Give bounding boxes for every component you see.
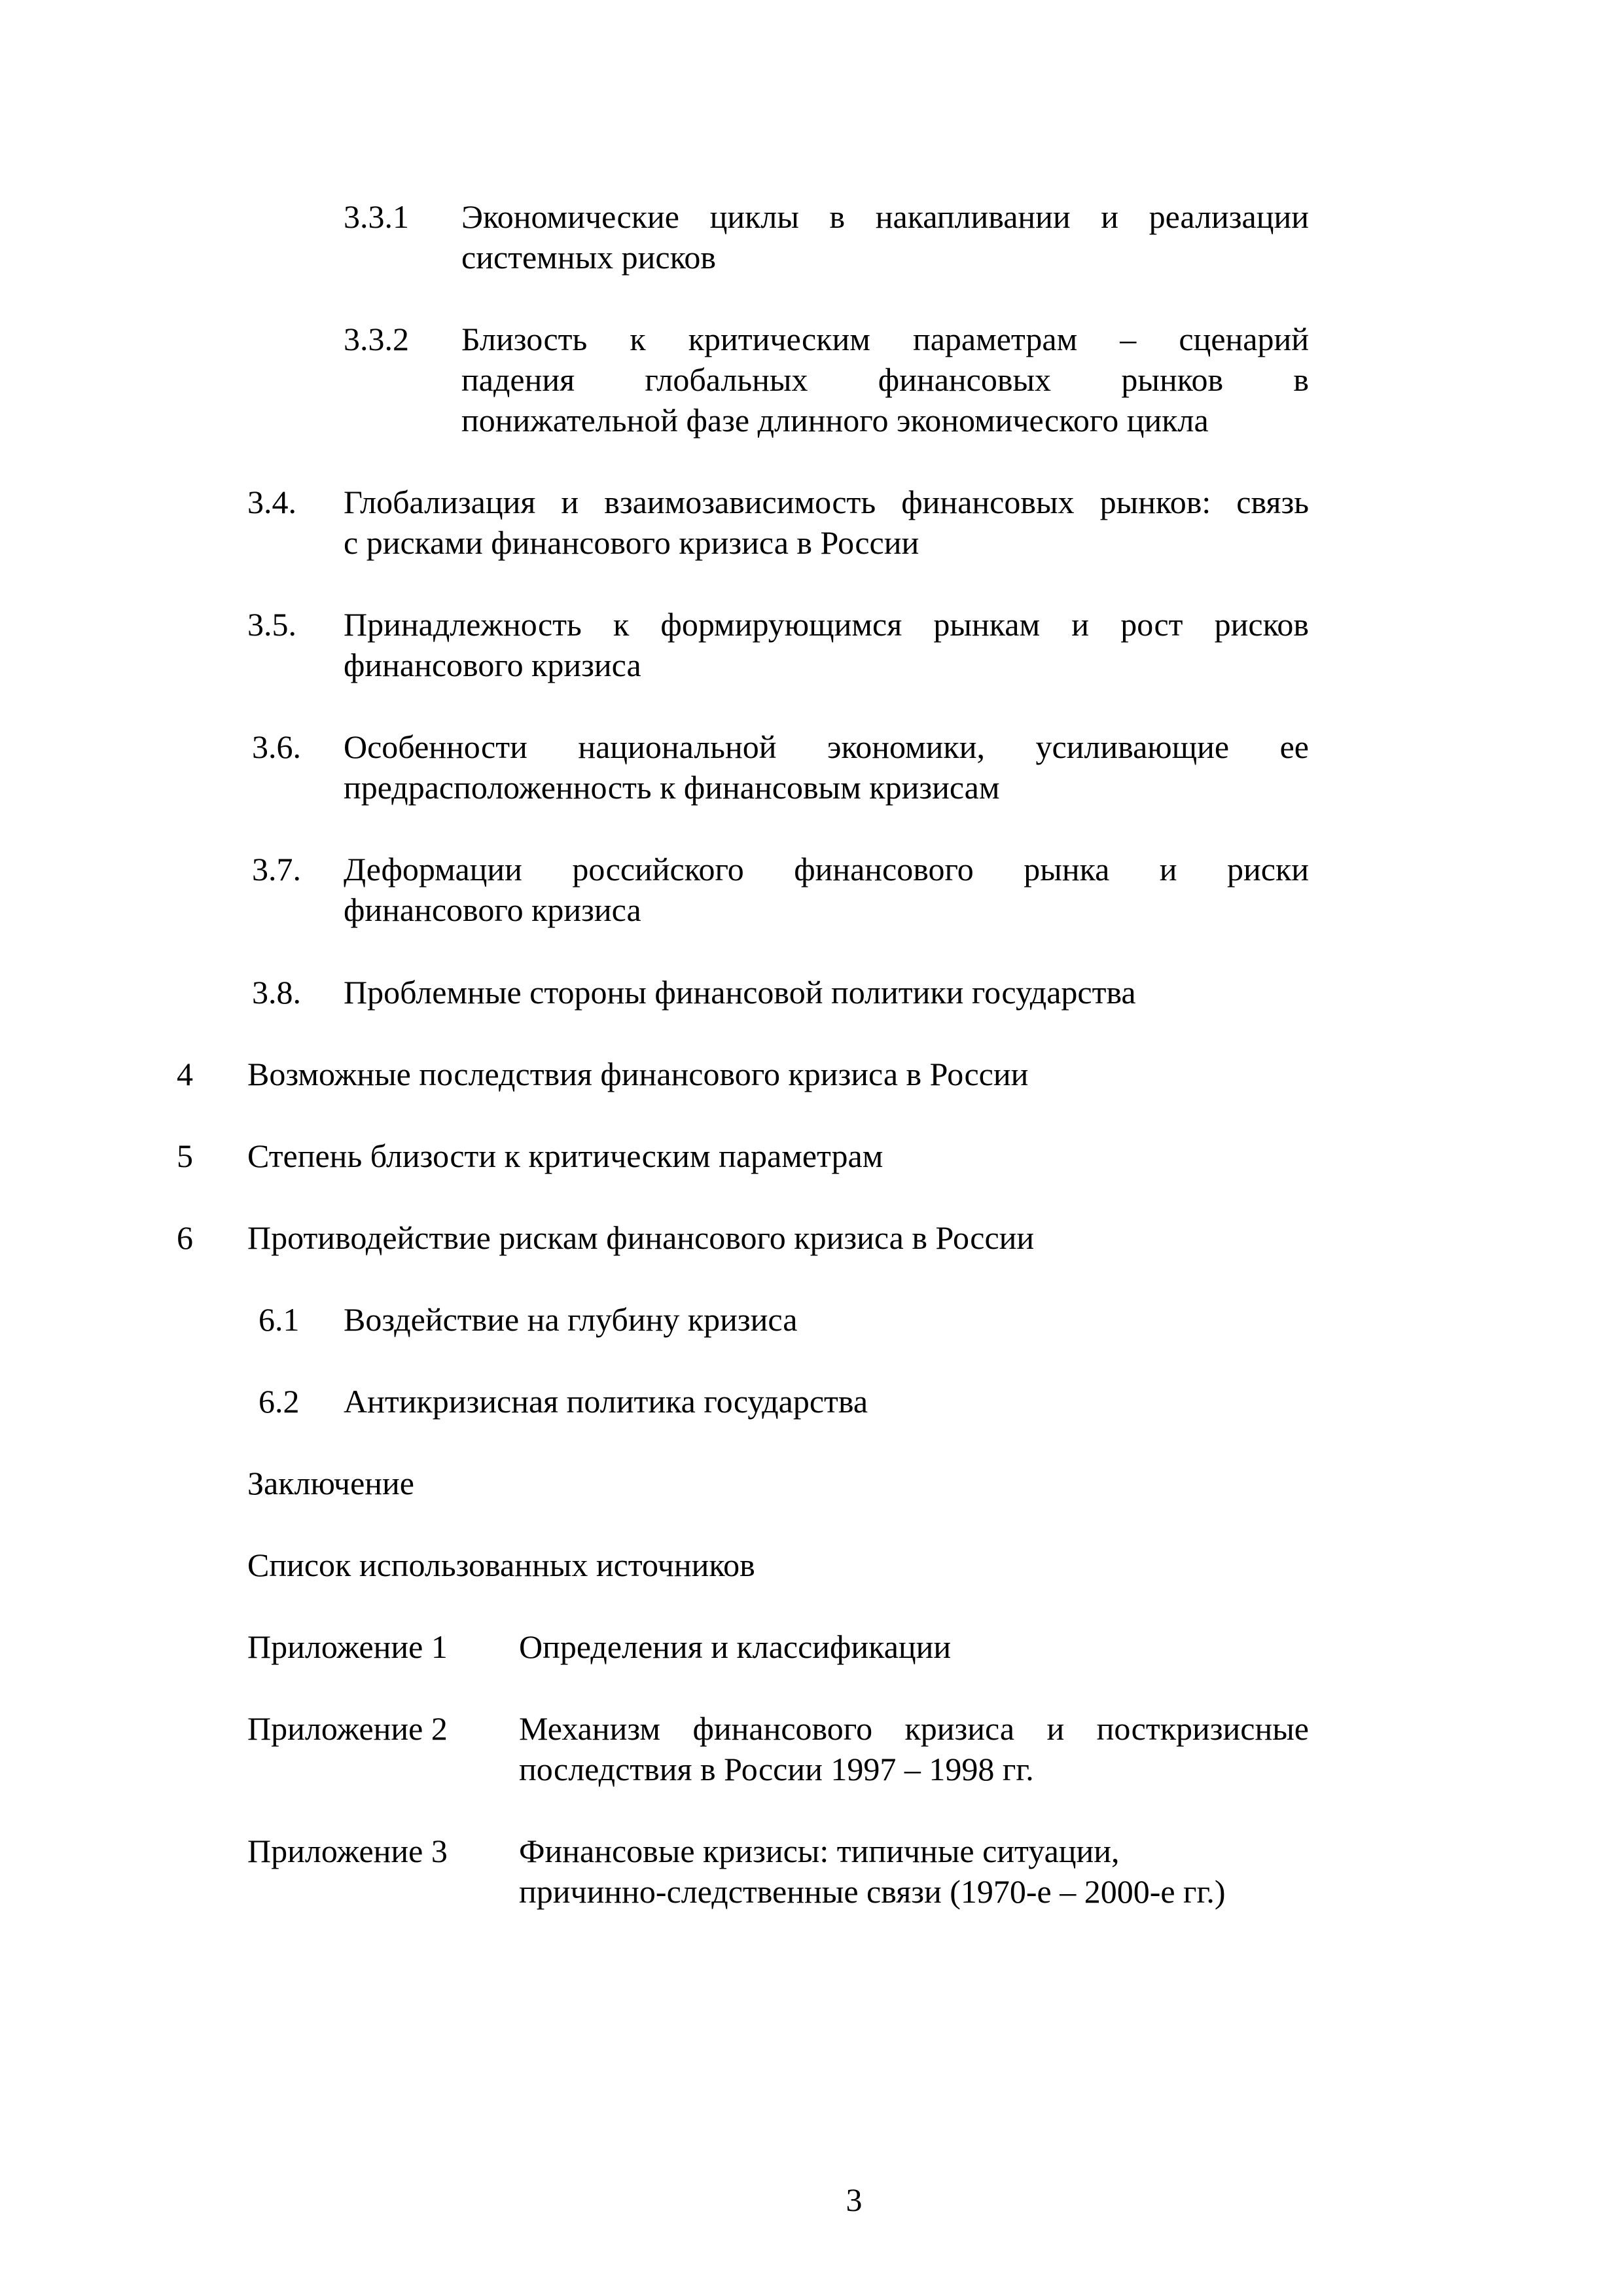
- toc-entry-6-1: [0, 1299, 1623, 1345]
- toc-entry-title: [344, 604, 1309, 685]
- toc-entry-title: [344, 482, 1309, 563]
- toc-entry-6-2: [0, 1381, 1623, 1427]
- toc-entry-appendix-2: [0, 1708, 1623, 1793]
- toc-entry-3-8: [0, 972, 1623, 1018]
- toc-entry-title-line: Воздействие на глубину кризиса: [344, 1301, 798, 1338]
- toc-entry-number: 3.6.: [252, 728, 301, 765]
- toc-entry-title-line: Близость к критическим параметрам – сценарий: [461, 321, 1309, 357]
- toc-entry-title-line: последствия в России 1997 – 1998 гг.: [519, 1751, 1034, 1787]
- toc-entry-title-line: Антикризисная политика государства: [344, 1383, 868, 1420]
- toc-entry-title-line: Возможные последствия финансового кризиса в России: [247, 1056, 1029, 1092]
- toc-entry-title-line: причинно-следственные связи (1970-е – 2000-е гг.): [519, 1873, 1226, 1910]
- toc-entry-4: [0, 1054, 1623, 1100]
- page-number: 3: [846, 2181, 863, 2218]
- toc-entry-title: [247, 1136, 883, 1176]
- toc-entry-appendix-1: [0, 1626, 1623, 1672]
- toc-entry-3-3-1: [0, 196, 1623, 281]
- toc-entry-title: [247, 1217, 1034, 1258]
- toc-entry-3-5: [0, 604, 1623, 689]
- toc-entry-3-4: [0, 482, 1623, 567]
- toc-entry-number: 3.3.1: [344, 198, 409, 235]
- toc-entry-references: [0, 1545, 1623, 1590]
- toc-entry-title-line: Механизм финансового кризиса и посткризисные: [519, 1710, 1309, 1747]
- toc-entry-number: Приложение 3: [247, 1833, 448, 1869]
- toc-entry-title-line: Степень близости к критическим параметрам: [247, 1138, 883, 1174]
- toc-entry-title: [519, 1708, 1309, 1789]
- toc-entry-title-line: с рисками финансового кризиса в России: [344, 524, 919, 561]
- toc-entry-number: Приложение 1: [247, 1628, 448, 1665]
- toc-entry-number: 6: [177, 1219, 193, 1256]
- toc-entry-number: 3.5.: [247, 606, 296, 643]
- toc-entry-title: [247, 1463, 414, 1503]
- toc-entry-title: [344, 1299, 797, 1340]
- toc-entry-number: 3.7.: [252, 851, 301, 888]
- toc-entry-title: [344, 726, 1309, 808]
- toc-entry-6: [0, 1217, 1623, 1263]
- toc-entry-title-line: предрасположенность к финансовым кризисам: [344, 769, 1000, 806]
- toc-entry-title: [519, 1626, 951, 1667]
- toc-entry-number: 4: [177, 1056, 193, 1092]
- toc-entry-number: 3.4.: [247, 484, 296, 520]
- toc-entry-title-line: Экономические циклы в накапливании и реализации: [461, 198, 1309, 235]
- toc-entry-title-line: Определения и классификации: [519, 1628, 952, 1665]
- toc-entry-title-line: Заключение: [247, 1465, 414, 1501]
- toc-entry-title-line: Финансовые кризисы: типичные ситуации,: [519, 1833, 1120, 1869]
- toc-entry-appendix-3: [0, 1831, 1623, 1916]
- toc-entry-conclusion: [0, 1463, 1623, 1509]
- toc-entry-title: [519, 1831, 1309, 1912]
- toc-entry-3-3-2: [0, 319, 1623, 443]
- toc-entry-title-line: финансового кризиса: [344, 647, 641, 683]
- toc-entry-title: [461, 319, 1309, 440]
- toc-entry-title: [461, 196, 1309, 278]
- toc-entry-number: 6.1: [259, 1301, 300, 1338]
- toc-entry-number: 5: [177, 1138, 193, 1174]
- toc-entry-title: [344, 972, 1136, 1013]
- toc-entry-number: Приложение 2: [247, 1710, 448, 1747]
- toc-entry-title-line: Принадлежность к формирующимся рынкам и рост рисков: [344, 606, 1309, 643]
- toc-entry-title-line: системных рисков: [461, 239, 716, 276]
- toc-entry-title-line: Глобализация и взаимозависимость финансовых рынков: связь: [344, 484, 1309, 520]
- toc-entry-5: [0, 1136, 1623, 1181]
- toc-entry-3-6: [0, 726, 1623, 812]
- toc-entry-number: 6.2: [259, 1383, 300, 1420]
- toc-entry-title: [247, 1054, 1028, 1094]
- toc-entry-title-line: финансового кризиса: [344, 891, 641, 928]
- toc-entry-title: [344, 849, 1309, 930]
- toc-entry-title-line: понижательной фазе длинного экономического цикла: [461, 402, 1209, 439]
- toc-entry-3-7: [0, 849, 1623, 934]
- toc-entry-title: [344, 1381, 868, 1422]
- toc-entry-title-line: падения глобальных финансовых рынков в: [461, 361, 1309, 398]
- toc-entry-title: [247, 1545, 755, 1585]
- toc-entry-title-line: Особенности национальной экономики, усиливающие ее: [344, 728, 1309, 765]
- toc-entry-title-line: Противодействие рискам финансового кризиса в России: [247, 1219, 1035, 1256]
- toc-entry-number: 3.8.: [252, 974, 301, 1011]
- toc-entry-title-line: Деформации российского финансового рынка и риски: [344, 851, 1309, 888]
- toc-entry-title-line: Проблемные стороны финансовой политики государства: [344, 974, 1136, 1011]
- toc-entry-title-line: Список использованных источников: [247, 1547, 755, 1583]
- toc-entry-number: 3.3.2: [344, 321, 409, 357]
